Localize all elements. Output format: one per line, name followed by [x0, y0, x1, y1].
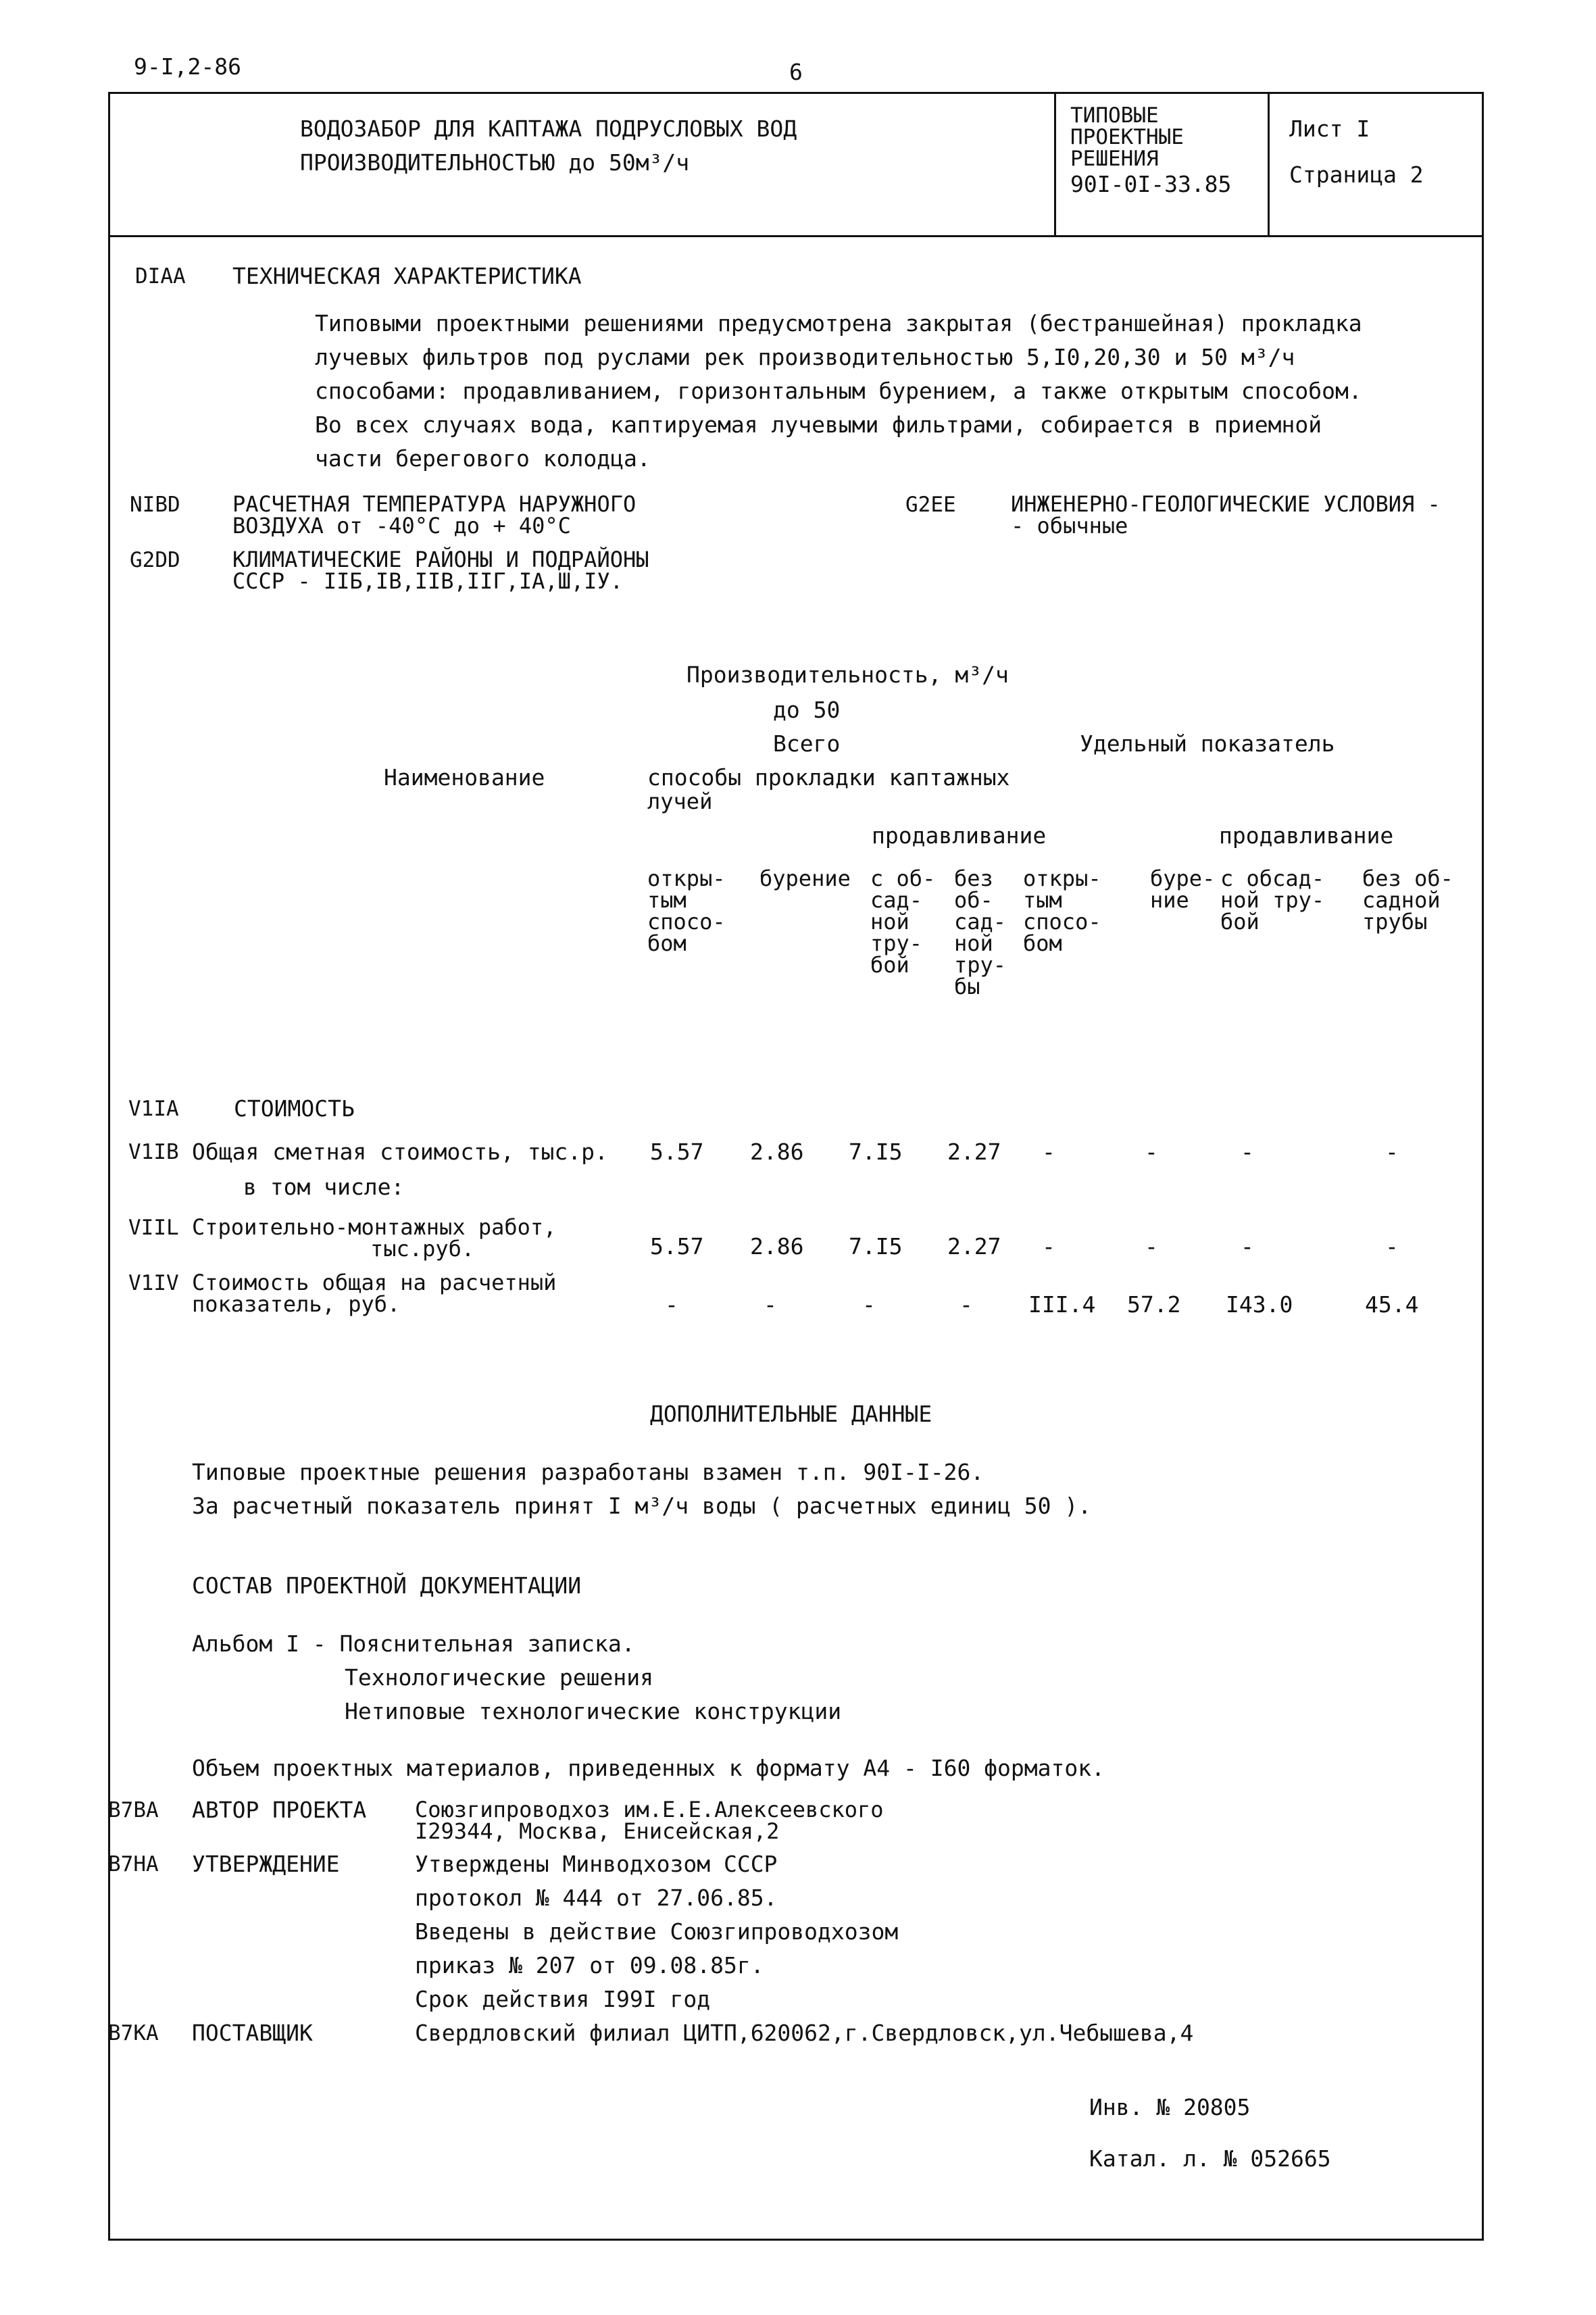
approval-line: Срок действия I99I год [415, 1986, 711, 2012]
row-sublabel: показатель, руб. [192, 1291, 401, 1317]
total-label: Всего [773, 730, 841, 757]
inventory-number: Инв. № 20805 [1089, 2094, 1251, 2120]
page-label: Страница 2 [1289, 161, 1424, 188]
tech-line: Типовыми проектными решениями предусмотрена закрытая (бестраншейная) прокладка [315, 310, 1362, 337]
page-number: 6 [789, 59, 803, 85]
table-cell: 7.I5 [849, 1139, 903, 1165]
table-cell: - [1042, 1139, 1055, 1165]
tech-code: DIAA [135, 264, 186, 289]
table-cell: - [764, 1291, 777, 1318]
table-cell: - [1241, 1233, 1254, 1260]
pushing-right-label: продавливание [1219, 822, 1394, 849]
row-label: Общая сметная стоимость, тыс.р. [192, 1139, 608, 1165]
album-line-2: Технологические решения [345, 1664, 653, 1691]
author-label: АВТОР ПРОЕКТА [192, 1797, 367, 1823]
table-cell: 7.I5 [849, 1233, 903, 1260]
temp-code: NIBD [130, 493, 180, 517]
extra-title: ДОПОЛНИТЕЛЬНЫЕ ДАННЫЕ [650, 1401, 932, 1427]
table-cell: - [1241, 1139, 1254, 1165]
table-cell: - [862, 1291, 876, 1318]
table-cell: - [1385, 1139, 1399, 1165]
header-divider-right [1268, 92, 1270, 237]
table-cell: 45.4 [1365, 1291, 1419, 1318]
sheet-label: Лист I [1289, 116, 1370, 142]
table-cell: 5.57 [650, 1139, 704, 1165]
geo-code: G2EE [905, 493, 956, 517]
cost-title: СТОИМОСТЬ [234, 1095, 355, 1122]
extra-line-2: За расчетный показатель принят I м³/ч воды ( расчетных единиц 50 ). [192, 1493, 1092, 1519]
series-line-2: ПРОЕКТНЫЕ [1070, 125, 1184, 149]
series-code: 90I-0I-33.85 [1070, 171, 1232, 197]
productivity-label: Производительность, м³/ч [687, 662, 1009, 688]
methods-line-1: способы прокладки каптажных [647, 764, 1010, 791]
album-line-1: Альбом I - Пояснительная записка. [192, 1631, 635, 1657]
table-cell: I43.0 [1226, 1291, 1293, 1318]
catalog-number: Катал. л. № 052665 [1089, 2145, 1331, 2172]
approval-line: протокол № 444 от 27.06.85. [415, 1885, 778, 1911]
temp-line-1: РАСЧЕТНАЯ ТЕМПЕРАТУРА НАРУЖНОГО [232, 491, 637, 517]
row-code: VIIL [128, 1216, 179, 1240]
table-cell: - [1145, 1233, 1158, 1260]
author-code: B7BA [108, 1798, 159, 1822]
table-cell: - [665, 1291, 678, 1318]
series-line-3: РЕШЕНИЯ [1070, 147, 1159, 171]
approval-code: B7HA [108, 1852, 159, 1876]
title-line-1: ВОДОЗАБОР ДЛЯ КАПТАЖА ПОДРУСЛОВЫХ ВОД [300, 116, 797, 142]
extra-line-1: Типовые проектные решения разработаны взамен т.п. 90I-I-26. [192, 1459, 984, 1485]
up-to-label: до 50 [773, 697, 841, 723]
table-cell: - [1145, 1139, 1158, 1165]
table-cell: - [1042, 1233, 1055, 1260]
table-cell: 2.86 [750, 1233, 804, 1260]
supplier-code: B7KA [108, 2021, 159, 2045]
row-code: V1IB [128, 1140, 179, 1164]
table-cell: 2.86 [750, 1139, 804, 1165]
tech-line: Во всех случаях вода, каптируемая лучевыми фильтрами, собирается в приемной [315, 412, 1322, 438]
name-header: Наименование [384, 764, 545, 791]
supplier-label: ПОСТАВЩИК [192, 2020, 313, 2046]
title-line-2: ПРОИЗВОДИТЕЛЬНОСТЬЮ до 50м³/ч [300, 149, 690, 176]
specific-label: Удельный показатель [1080, 730, 1335, 757]
header-divider-left [1054, 92, 1056, 237]
tech-line: лучевых фильтров под руслами рек производительностью 5,I0,20,30 и 50 м³/ч [315, 344, 1295, 370]
geo-line-2: - обычные [1011, 513, 1128, 539]
row-sublabel: в том числе: [243, 1174, 405, 1200]
series-line-1: ТИПОВЫЕ [1070, 103, 1159, 128]
climate-line-1: КЛИМАТИЧЕСКИЕ РАЙОНЫ И ПОДРАЙОНЫ [232, 547, 649, 572]
row-sublabel: тыс.руб. [370, 1236, 475, 1262]
author-line-1: Союзгипроводхоз им.Е.Е.Алексеевского [415, 1797, 884, 1822]
tech-title: ТЕХНИЧЕСКАЯ ХАРАКТЕРИСТИКА [232, 263, 582, 289]
column-drilling: бурение [759, 866, 851, 891]
album-line-3: Нетиповые технологические конструкции [345, 1698, 842, 1724]
table-cell: 2.27 [947, 1233, 1001, 1260]
supplier-text: Свердловский филиал ЦИТП,620062,г.Свердловск,ул.Чебышева,4 [415, 2020, 1194, 2046]
tech-line: способами: продавливанием, горизонтальным бурением, а также открытым способом. [315, 378, 1362, 404]
approval-line: Утверждены Минводхозом СССР [415, 1851, 778, 1877]
table-cell: III.4 [1028, 1291, 1096, 1318]
document-number: 9-I,2-86 [134, 53, 241, 80]
composition-title: СОСТАВ ПРОЕКТНОЙ ДОКУМЕНТАЦИИ [192, 1572, 582, 1599]
header-divider [108, 235, 1484, 237]
pushing-left-label: продавливание [872, 822, 1047, 849]
geo-line-1: ИНЖЕНЕРНО-ГЕОЛОГИЧЕСКИЕ УСЛОВИЯ - [1011, 491, 1441, 517]
table-cell: 5.57 [650, 1233, 704, 1260]
tech-line: части берегового колодца. [315, 445, 651, 472]
volume-line: Объем проектных материалов, приведенных к формату А4 - I60 форматок. [192, 1755, 1105, 1781]
approval-label: УТВЕРЖДЕНИЕ [192, 1851, 340, 1877]
approval-line: Введены в действие Союзгипроводхозом [415, 1918, 899, 1945]
table-cell: - [959, 1291, 973, 1318]
table-cell: 2.27 [947, 1139, 1001, 1165]
climate-line-2: СССР - IIБ,IВ,IIВ,IIГ,IА,Ш,IУ. [232, 568, 623, 594]
row-code: V1IV [128, 1271, 179, 1295]
table-cell: - [1385, 1233, 1399, 1260]
row-label: Строительно-монтажных работ, [192, 1214, 557, 1240]
climate-code: G2DD [130, 548, 180, 572]
row-label: Стоимость общая на расчетный [192, 1270, 557, 1295]
author-line-2: I29344, Москва, Енисейская,2 [415, 1818, 780, 1844]
approval-line: приказ № 207 от 09.08.85г. [415, 1952, 764, 1978]
cost-code: V1IA [128, 1097, 179, 1121]
temp-line-2: ВОЗДУХА от -40°С до + 40°С [232, 513, 571, 539]
table-cell: 57.2 [1127, 1291, 1181, 1318]
methods-line-2: лучей [647, 789, 713, 814]
